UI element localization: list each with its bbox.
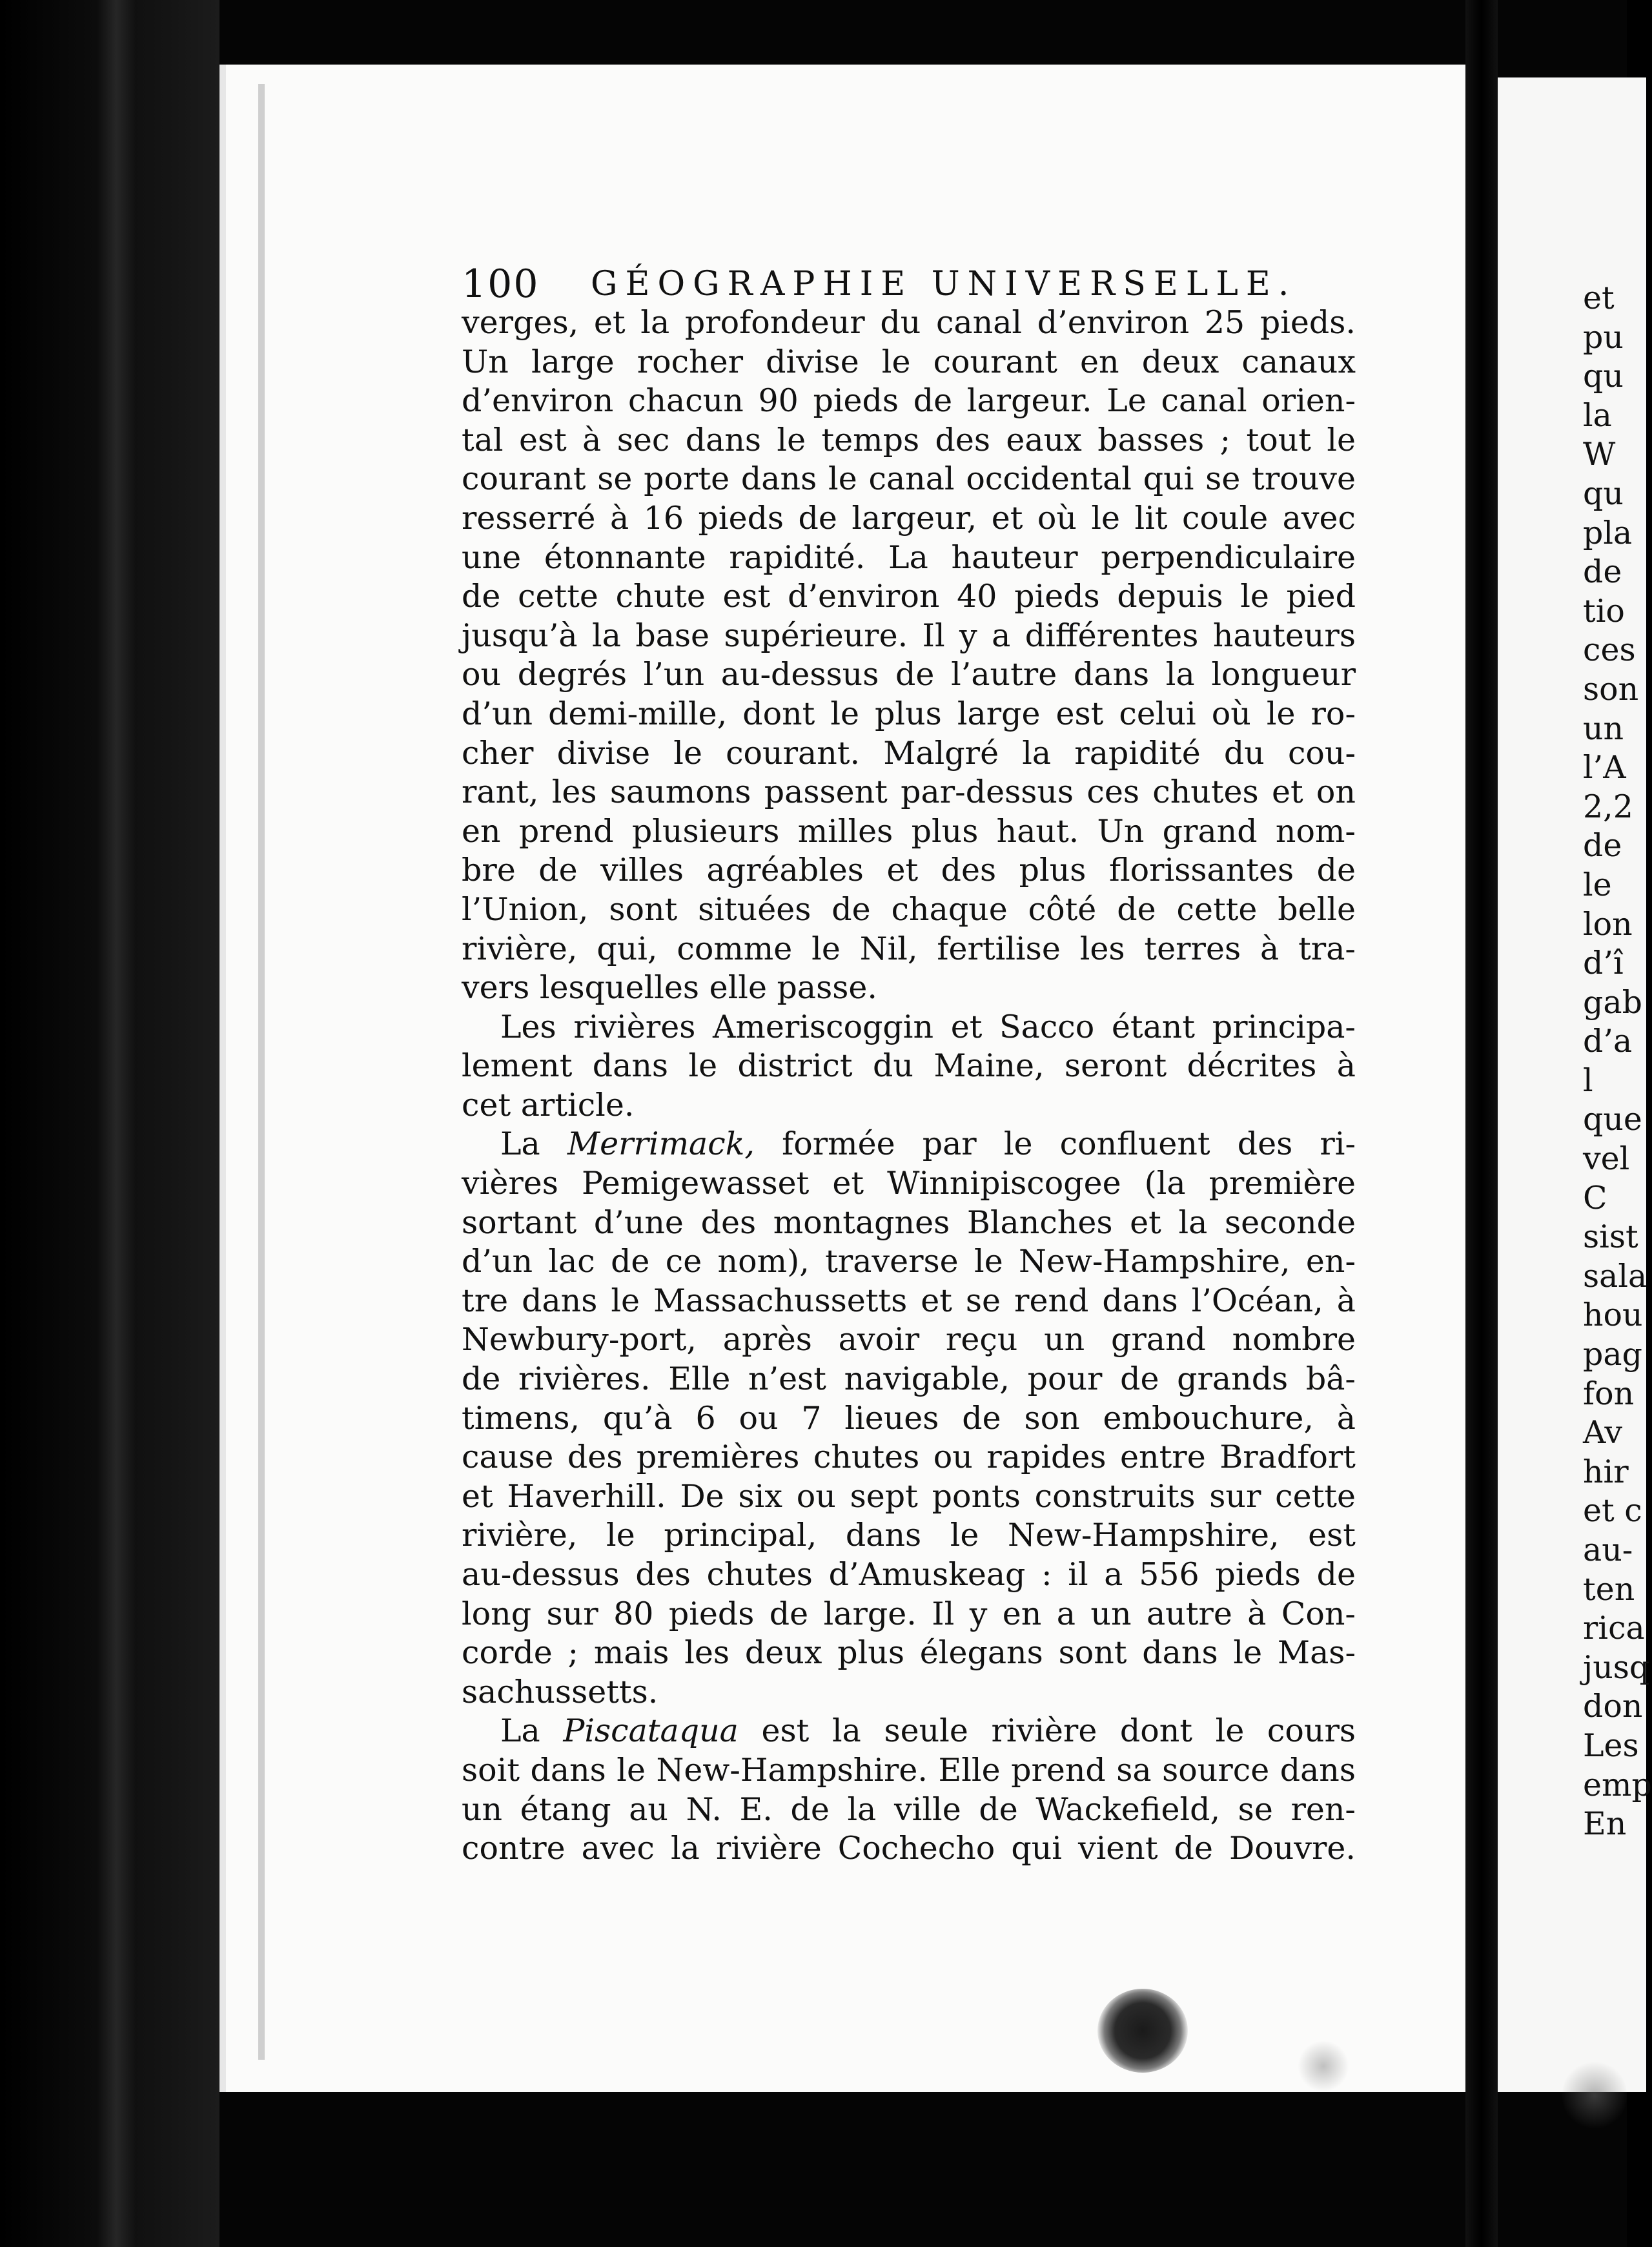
text-line: resserré à 16 pieds de largeur, et où le lit coule avec bbox=[462, 499, 1356, 537]
facing-fragment: don bbox=[1583, 1688, 1643, 1725]
text-line: sachussetts. bbox=[462, 1673, 658, 1710]
text-line: vers lesquelles elle passe. bbox=[462, 969, 877, 1007]
text-line: soit dans le New-Hampshire. Elle prend sa source dans bbox=[462, 1751, 1356, 1789]
facing-fragment: hir bbox=[1583, 1453, 1629, 1490]
text-line: une étonnante rapidité. La hauteur perpendiculaire bbox=[462, 539, 1356, 576]
text-line: cet article. bbox=[462, 1086, 635, 1124]
piscataqua-name: Piscataqua bbox=[563, 1712, 739, 1750]
text-line: Les rivières Ameriscoggin et Sacco étant principa- bbox=[500, 1008, 1356, 1045]
text-line: Newbury-port, après avoir reçu un grand nombre bbox=[462, 1321, 1356, 1359]
facing-fragment: Av bbox=[1583, 1414, 1623, 1452]
text-line: tre dans le Massachussetts et se rend dans l’Océan, à bbox=[462, 1282, 1356, 1319]
facing-fragment: emp bbox=[1583, 1766, 1652, 1803]
facing-fragment: pag bbox=[1583, 1336, 1642, 1373]
facing-fragment: l bbox=[1583, 1062, 1593, 1099]
facing-fragment: lon bbox=[1583, 905, 1633, 943]
facing-fragment: jusq bbox=[1583, 1648, 1650, 1686]
text-line: sortant d’une des montagnes Blanches et la seconde bbox=[462, 1204, 1356, 1241]
facing-fragment: ces bbox=[1583, 631, 1636, 669]
facing-fragment: rica bbox=[1583, 1610, 1645, 1647]
facing-fragment: fon bbox=[1583, 1375, 1635, 1412]
facing-fragment: sala bbox=[1583, 1257, 1647, 1295]
facing-fragment: gab bbox=[1583, 983, 1642, 1021]
facing-page-text bbox=[1583, 279, 1652, 1844]
foxing-spot bbox=[1562, 2060, 1627, 2131]
text-line: rivière, qui, comme le Nil, fertilise les terres à tra- bbox=[462, 930, 1356, 967]
text-line: l’Union, sont situées de chaque côté de cette belle bbox=[462, 890, 1356, 928]
text-line: de rivières. Elle n’est navigable, pour de grands bâ- bbox=[462, 1360, 1356, 1398]
facing-fragment: pu bbox=[1583, 318, 1624, 356]
text-line: verges, et la profondeur du canal d’environ 25 pieds. bbox=[462, 304, 1356, 341]
facing-fragment: sist bbox=[1583, 1218, 1638, 1256]
facing-fragment: son bbox=[1583, 670, 1639, 708]
text-line: Un large rocher divise le courant en deux canaux bbox=[462, 343, 1356, 380]
text-line: d’un demi-mille, dont le plus large est celui où le ro- bbox=[462, 695, 1356, 732]
facing-fragment: C bbox=[1583, 1179, 1607, 1216]
facing-fragment: En bbox=[1583, 1805, 1627, 1843]
facing-fragment: pla bbox=[1583, 514, 1633, 551]
text-line: cause des premières chutes ou rapides entre Bradfort bbox=[462, 1439, 1356, 1476]
body-text bbox=[462, 303, 1356, 1869]
text-line-piscataqua bbox=[462, 1712, 1356, 1751]
text-line: bre de villes agréables et des plus florissantes de bbox=[462, 852, 1356, 889]
merrimack-name: Merrimack, bbox=[567, 1125, 755, 1163]
page-title: GÉOGRAPHIE UNIVERSELLE. bbox=[591, 265, 1297, 303]
piscataqua-prefix: La bbox=[500, 1712, 540, 1750]
ink-stain bbox=[1097, 1989, 1188, 2073]
facing-fragment: Les bbox=[1583, 1727, 1639, 1764]
merrimack-rest: formée par le confluent des ri- bbox=[782, 1125, 1356, 1163]
page-gutter bbox=[1465, 0, 1498, 2247]
text-line: long sur 80 pieds de large. Il y en a un autre à Con- bbox=[462, 1595, 1356, 1632]
text-line: de cette chute est d’environ 40 pieds depuis le pied bbox=[462, 578, 1356, 615]
page-number: 100 bbox=[462, 262, 540, 307]
facing-fragment: au- bbox=[1583, 1532, 1633, 1568]
text-line: cher divise le courant. Malgré la rapidité du cou- bbox=[462, 734, 1356, 772]
facing-fragment: ten bbox=[1583, 1570, 1635, 1608]
facing-fragment: d’î bbox=[1583, 945, 1624, 982]
facing-fragment: et c bbox=[1583, 1492, 1642, 1530]
text-line-merrimack bbox=[462, 1125, 1356, 1164]
text-line: courant se porte dans le canal occidental qui se trouve bbox=[462, 460, 1356, 498]
facing-fragment: hou bbox=[1583, 1297, 1643, 1334]
facing-fragment: de bbox=[1583, 827, 1622, 865]
facing-fragment: qu bbox=[1583, 475, 1624, 512]
text-line: ou degrés l’un au-dessus de l’autre dans la longueur bbox=[462, 656, 1356, 693]
piscataqua-rest: est la seule rivière dont le cours bbox=[761, 1712, 1356, 1750]
foxing-spot bbox=[1298, 2040, 1349, 2092]
binding-fold bbox=[97, 0, 136, 2247]
facing-fragment: la bbox=[1583, 396, 1612, 434]
merrimack-prefix: La bbox=[500, 1125, 540, 1163]
facing-fragment: W bbox=[1583, 436, 1616, 473]
facing-fragment: l’A bbox=[1583, 749, 1626, 786]
facing-fragment: qu bbox=[1583, 358, 1624, 395]
text-line: timens, qu’à 6 ou 7 lieues de son embouchure, à bbox=[462, 1399, 1356, 1437]
facing-fragment: d’a bbox=[1583, 1023, 1633, 1060]
facing-fragment: et bbox=[1583, 280, 1615, 316]
text-line: tal est à sec dans le temps des eaux basses ; tout le bbox=[462, 421, 1356, 458]
facing-fragment: vel bbox=[1583, 1140, 1630, 1178]
text-line: un étang au N. E. de la ville de Wackefield, se ren- bbox=[462, 1790, 1356, 1828]
facing-fragment: 2,2 bbox=[1583, 788, 1633, 825]
text-line: lement dans le district du Maine, seront décrites à bbox=[462, 1047, 1356, 1085]
text-line: corde ; mais les deux plus élegans sont dans le Mas- bbox=[462, 1634, 1356, 1672]
page-edge bbox=[258, 84, 265, 2060]
text-line: rivière, le principal, dans le New-Hampshire, est bbox=[462, 1517, 1356, 1554]
facing-fragment: un bbox=[1583, 710, 1624, 747]
text-line: en prend plusieurs milles plus haut. Un grand nom- bbox=[462, 812, 1356, 850]
facing-fragment: que bbox=[1583, 1101, 1642, 1138]
text-line: d’un lac de ce nom), traverse le New-Hampshire, en- bbox=[462, 1243, 1356, 1280]
text-line: contre avec la rivière Cochecho qui vient de Douvre. bbox=[462, 1830, 1356, 1867]
facing-fragment: tio bbox=[1583, 592, 1625, 630]
text-line: jusqu’à la base supérieure. Il y a différentes hauteurs bbox=[462, 617, 1356, 654]
text-line: vières Pemigewasset et Winnipiscogee (la première bbox=[462, 1165, 1356, 1202]
text-line: d’environ chacun 90 pieds de largeur. Le canal orien- bbox=[462, 382, 1356, 420]
text-line: rant, les saumons passent par-dessus ces chutes et on bbox=[462, 774, 1356, 811]
text-line: et Haverhill. De six ou sept ponts construits sur cette bbox=[462, 1477, 1356, 1515]
facing-fragment: de bbox=[1583, 553, 1622, 591]
text-line: au-dessus des chutes d’Amuskeag : il a 556 pieds de bbox=[462, 1556, 1356, 1593]
facing-fragment: le bbox=[1583, 866, 1612, 903]
